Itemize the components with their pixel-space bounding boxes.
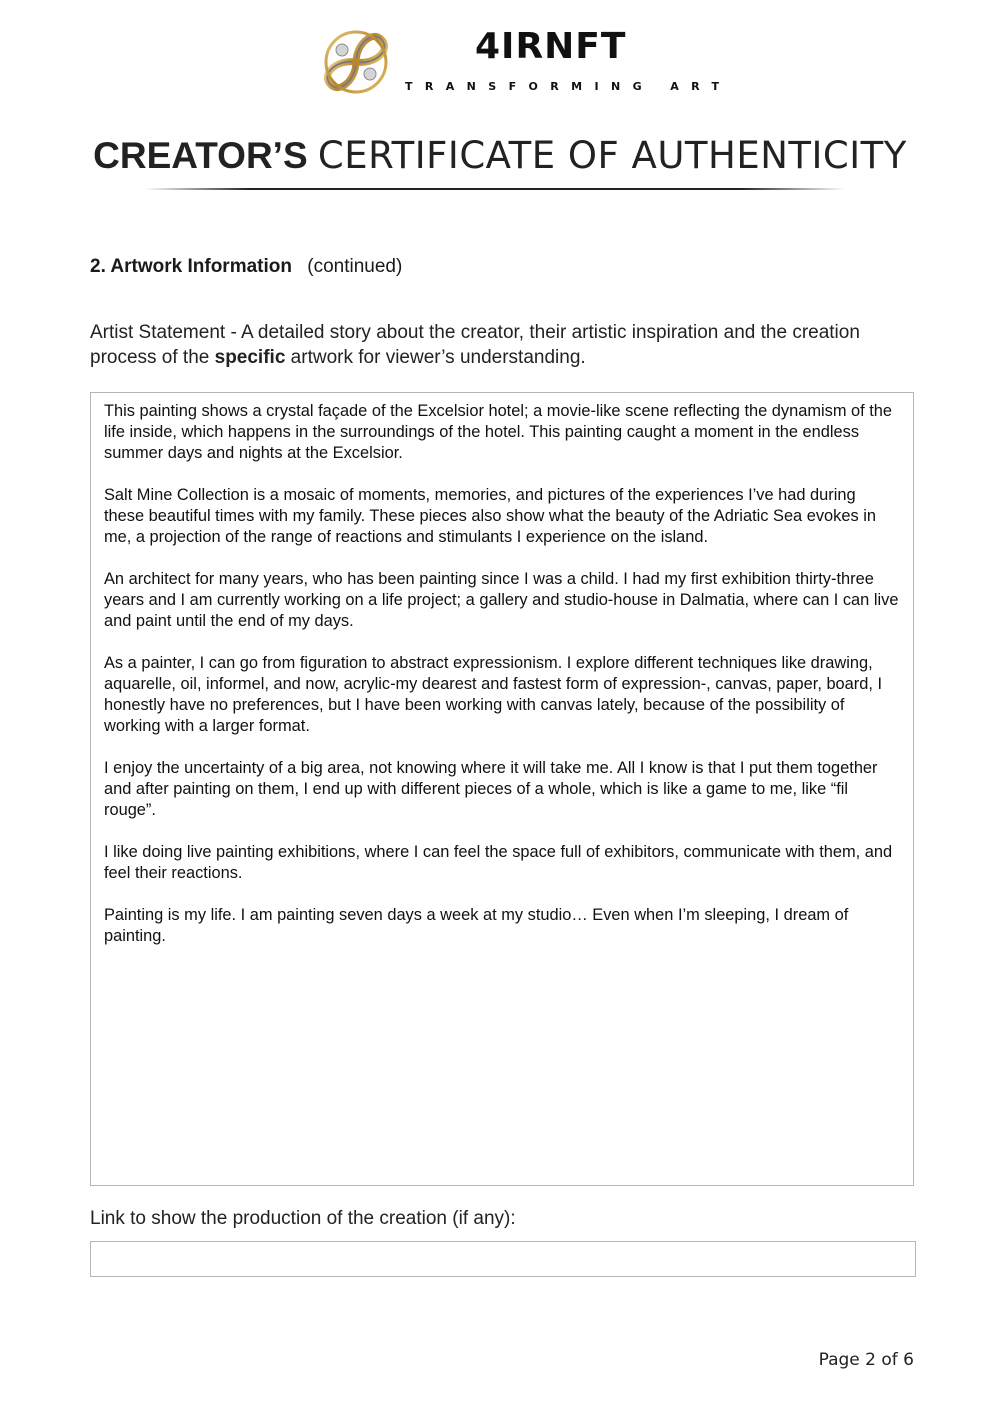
brand-logo: [316, 22, 396, 102]
statement-paragraph: This painting shows a crystal façade of the Excelsior hotel; a movie-like scene reflecting the dynamism of the life inside, which happens in the surroundings of the hotel. This painting caught a moment in the endless summer days and nights at the Excelsior.: [104, 402, 893, 462]
statement-paragraph: Painting is my life. I am painting seven days a week at my studio… Even when I’m sleeping, I dream of painting.: [104, 906, 849, 945]
statement-paragraph: I like doing live painting exhibitions, where I can feel the space full of exhibitors, communicate with them, and feel their reactions.: [104, 843, 893, 882]
statement-paragraph: As a painter, I can go from figuration to abstract expressionism. I explore different techniques like drawing, aquarelle, oil, informel, and now, acrylic-my dearest and fastest form of expression-, canvas, paper, board, I honestly have no preferences, but I have been working with canvas lately, because of the possibility of working with a larger format.: [104, 654, 883, 735]
page-number: Page 2 of 6: [818, 1350, 914, 1370]
statement-paragraph: An architect for many years, who has been painting since I was a child. I had my first exhibition thirty-three years and I am currently working on a life project; a gallery and studio-house in Dalmatia, where can I can live and paint until the end of my days.: [104, 570, 899, 630]
statement-paragraph: I enjoy the uncertainty of a big area, not knowing where it will take me. All I know is that I put them together and after painting on them, I end up with different pieces of a whole, which is like a game to me, like “fil rouge”.: [104, 759, 878, 819]
title-rest-part: CERTIFICATE OF AUTHENTICITY: [317, 134, 907, 177]
artist-statement-textarea[interactable]: [90, 392, 914, 1186]
brand-tagline: TRANSFORMING ART: [405, 80, 732, 93]
brand-name: 4IRNFT: [475, 26, 627, 67]
statement-paragraph: Salt Mine Collection is a mosaic of moments, memories, and pictures of the experiences I’ve had during these beautiful times with my family. These pieces also show what the beauty of the Adriatic Sea evokes in me, a projection of the range of reactions and stimulants I experience on the island.: [104, 486, 876, 546]
section-number-title: 2. Artwork Information: [90, 256, 292, 277]
prompt-text-start: Artist Statement - A detailed story about the creator, their artistic inspiration and the creation process of the: [90, 322, 860, 368]
production-link-input[interactable]: [90, 1241, 916, 1277]
gold-infinity-emblem-icon: [316, 22, 396, 102]
section-continued: (continued): [307, 256, 403, 277]
title-divider: [145, 188, 845, 190]
production-link-label: Link to show the production of the creation (if any):: [90, 1208, 516, 1229]
prompt-text-end: artwork for viewer’s understanding.: [285, 347, 586, 368]
artist-statement-prompt: [90, 320, 890, 370]
section-heading: [90, 256, 402, 278]
certificate-title: [0, 134, 1000, 177]
prompt-text-bold: specific: [214, 347, 286, 368]
title-bold-part: CREATOR’S: [93, 135, 308, 176]
